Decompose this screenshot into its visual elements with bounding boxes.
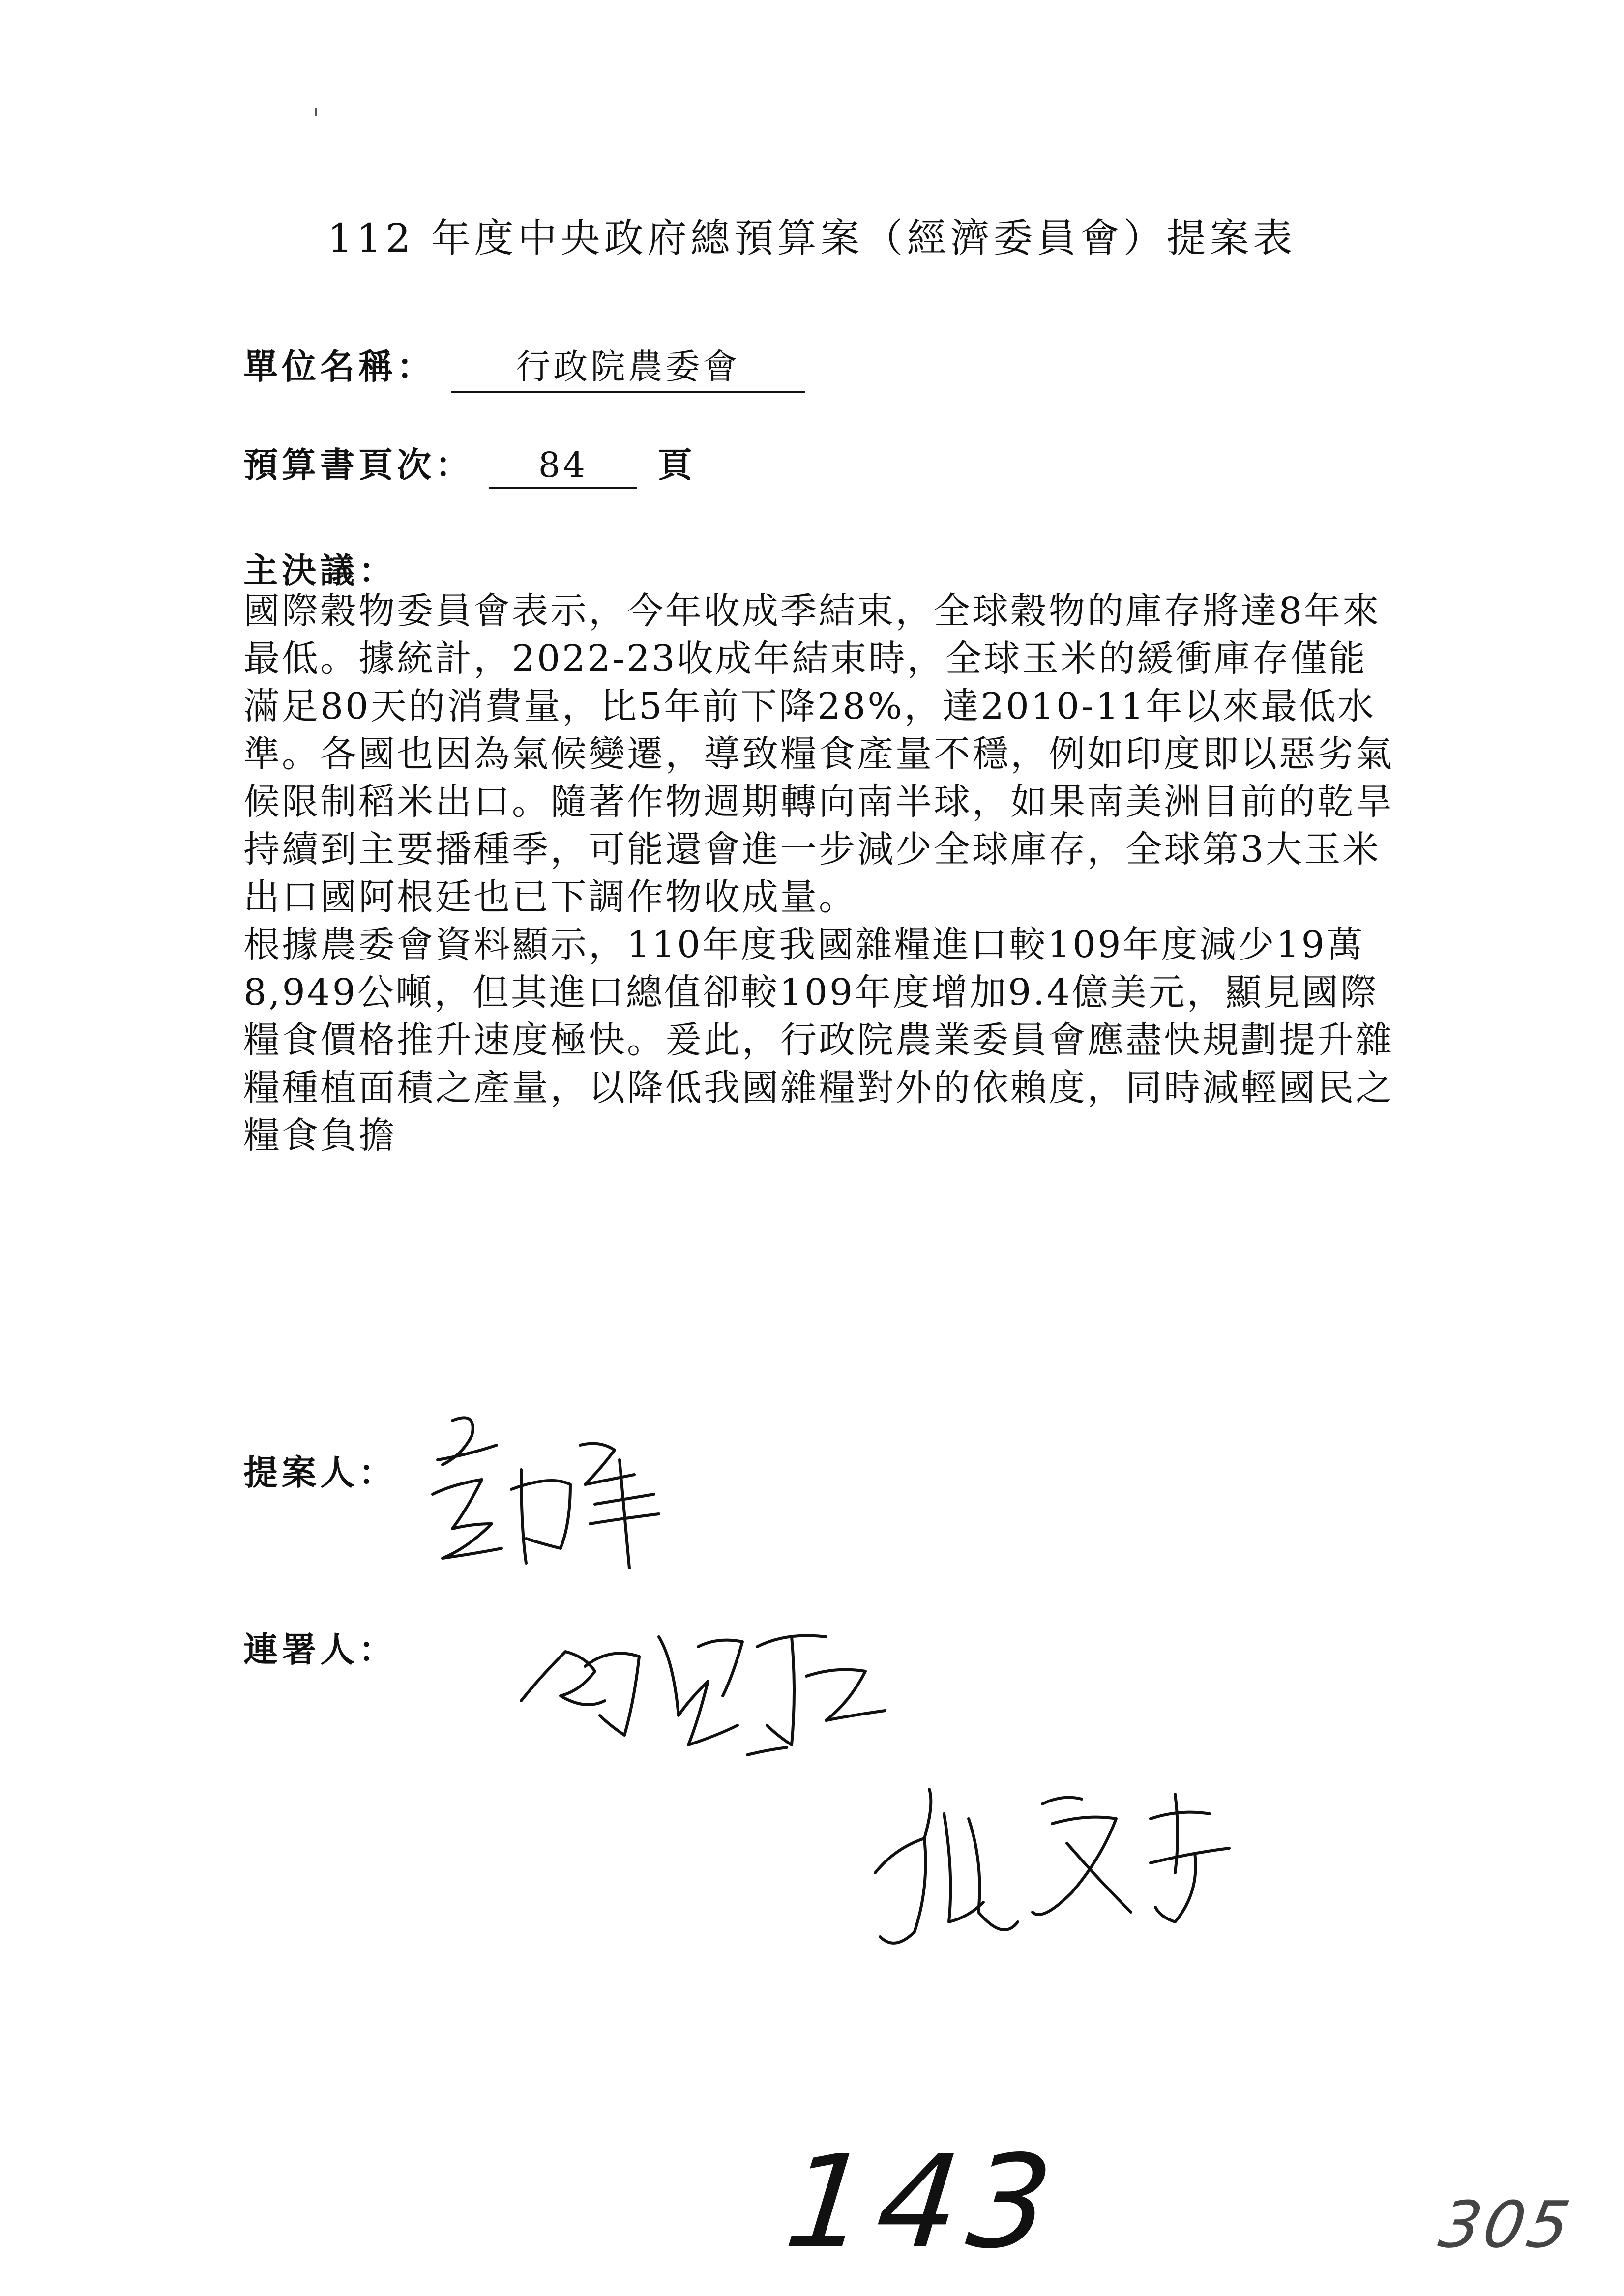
budget-page-field xyxy=(243,437,696,489)
resolution-paragraph-1: 國際穀物委員會表示，今年收成季結束，全球穀物的庫存將達8年來最低。據統計，2022-23收成年結束時，全球玉米的緩衝庫存僅能滿足80天的消費量，比5年前下降28%，達2010-11年以來最低水準。各國也因為氣候變遷，導致糧食產量不穩，例如印度即以惡劣氣候限制稻米出口。隨著作物週期轉向南半球，如果南美洲目前的乾旱持續到主要播種季，可能還會進一步減少全球庫存，全球第3大玉米出口國阿根廷也已下調作物收成量。 xyxy=(243,590,1394,918)
resolution-paragraph-2: 根據農委會資料顯示，110年度我國雜糧進口較109年度減少19萬8,949公噸，但其進口總值卻較109年度增加9.4億美元，顯見國際糧食價格推升速度極快。爰此，行政院農業委員會應盡快規劃提升雜糧種植面積之產量，以降低我國雜糧對外的依賴度，同時減輕國民之糧食負擔 xyxy=(243,924,1394,1157)
unit-name-label: 單位名稱： xyxy=(243,346,435,387)
resolution-body xyxy=(243,587,1394,1160)
unit-name-value: 行政院農委會 xyxy=(451,339,805,393)
unit-name-field xyxy=(243,339,805,393)
proposer-signature xyxy=(423,1401,698,1583)
budget-page-label: 預算書頁次： xyxy=(243,444,473,485)
document-title: 112 年度中央政府總預算案（經濟委員會）提案表 xyxy=(327,215,1297,261)
budget-page-suffix: 頁 xyxy=(657,444,696,485)
cosigner-signature-1 xyxy=(511,1617,905,1824)
resolution-label: 主決議： xyxy=(243,550,397,591)
archive-number: 305 xyxy=(1434,2187,1578,2262)
cosigner-signature-2 xyxy=(856,1774,1278,1971)
budget-page-value: 84 xyxy=(489,445,637,489)
handwritten-page-number: 143 xyxy=(779,2128,1068,2277)
proposer-label: 提案人： xyxy=(243,1452,397,1493)
cosigner-label: 連署人： xyxy=(243,1629,397,1670)
scan-speck xyxy=(315,108,317,116)
